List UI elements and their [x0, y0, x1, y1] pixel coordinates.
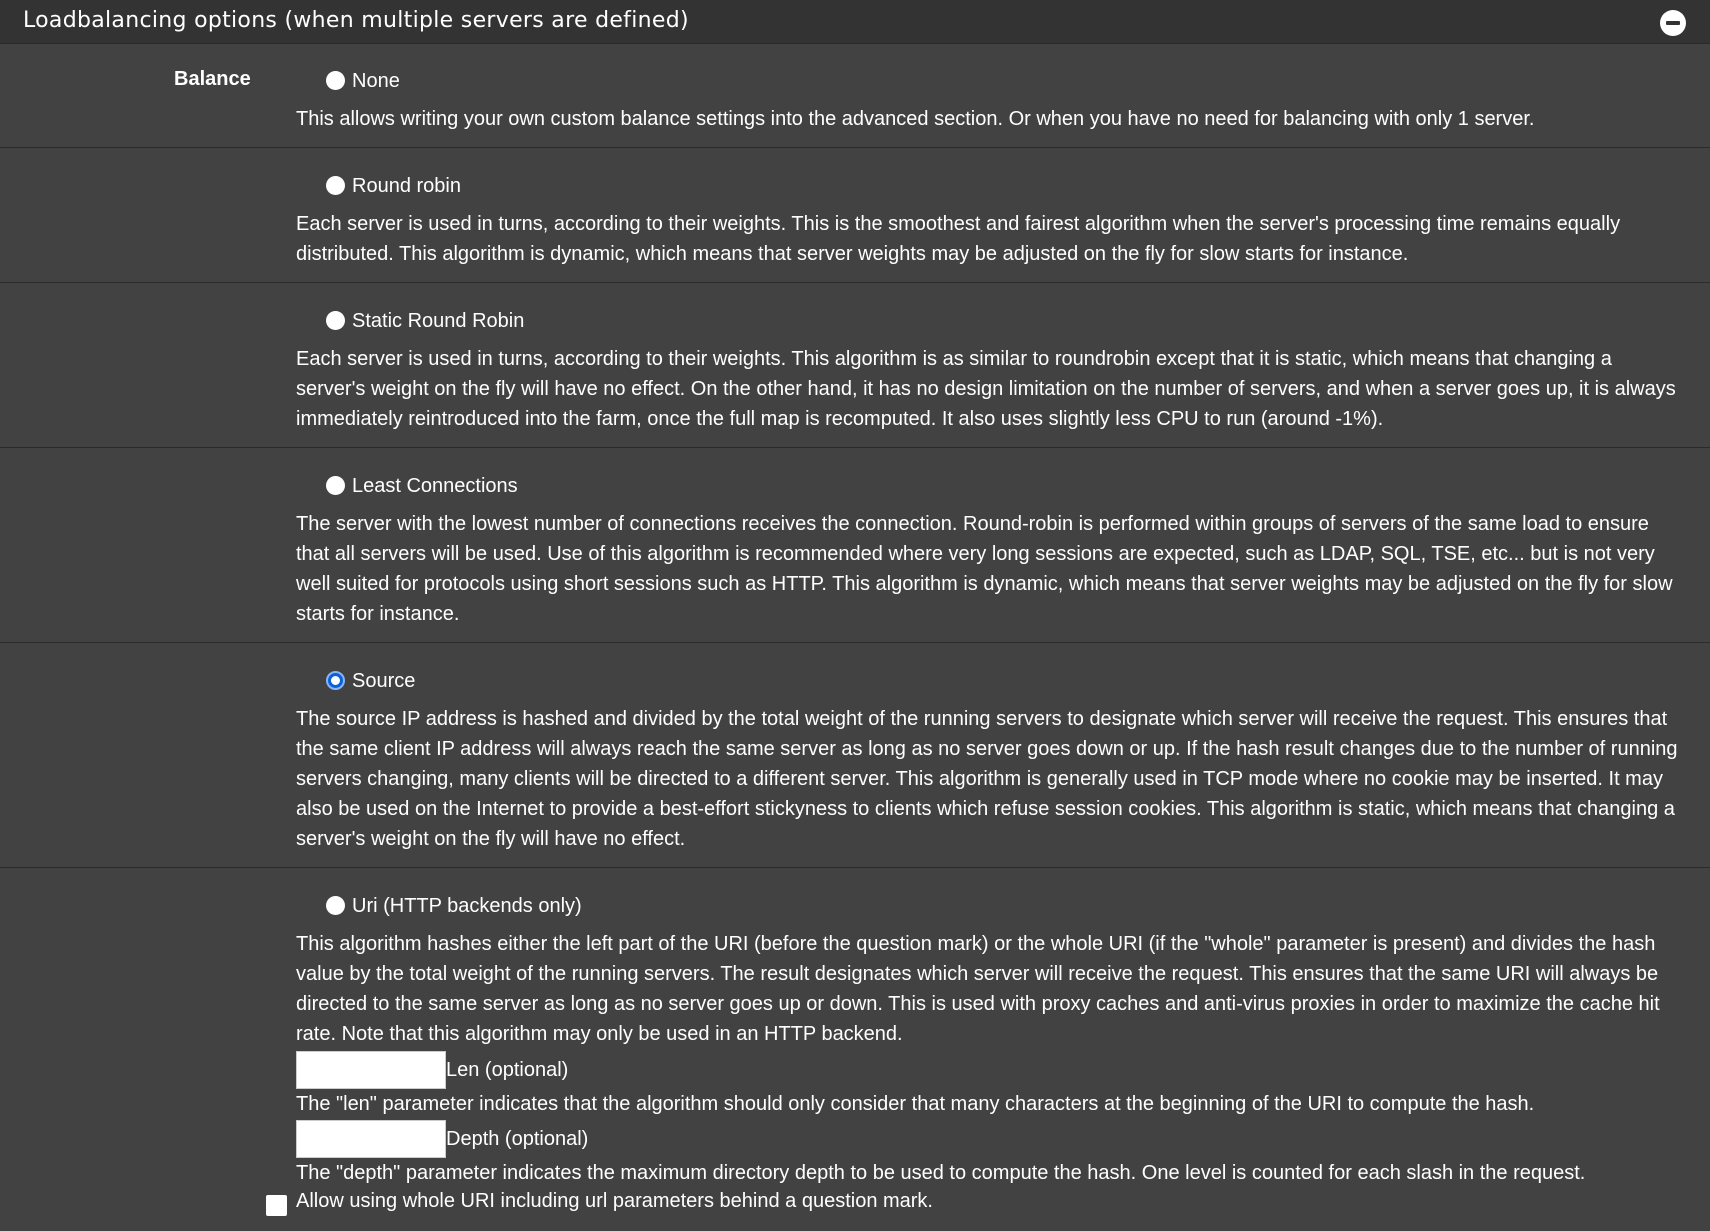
option-divider — [0, 642, 1710, 643]
minus-circle-icon[interactable] — [1660, 10, 1686, 36]
radio-source[interactable] — [326, 671, 345, 690]
option-divider — [0, 282, 1710, 283]
option-label-least-connections: Least Connections — [352, 475, 518, 497]
uri-depth-label: Depth (optional) — [446, 1128, 589, 1150]
option-description-none: This allows writing your own custom balance settings into the advanced section. Or when you have no need for balancing with only 1 server. — [296, 108, 1535, 130]
balance-label: Balance — [174, 68, 251, 90]
uri-len-label: Len (optional) — [446, 1059, 569, 1081]
option-label-uri: Uri (HTTP backends only) — [352, 895, 582, 917]
radio-round-robin[interactable] — [326, 176, 345, 195]
radio-static-round-robin[interactable] — [326, 311, 345, 330]
uri-len-input[interactable] — [296, 1051, 446, 1089]
panel-header — [0, 0, 1710, 44]
radio-uri[interactable] — [326, 896, 345, 915]
option-label-static-round-robin: Static Round Robin — [352, 310, 525, 332]
option-description-least-connections: The server with the lowest number of connections receives the connection. Round-robin is performed within groups of servers of the same load to ensure that all servers will be used. Use of this algorithm is recommended where very long sessions are expected, such as LDAP, SQL, TSE, etc... but is not very well suited for protocols using short sessions such as HTTP. This algorithm is dynamic, which means that server weights may be adjusted on the fly for slow starts for instance. — [296, 513, 1673, 625]
option-label-source: Source — [352, 670, 416, 692]
option-description-static-round-robin: Each server is used in turns, according to their weights. This algorithm is as similar to roundrobin except that it is static, which means that changing a server's weight on the fly will have no effect. On the other hand, it has no design limitation on the number of servers, and when a server goes up, it is always immediately reintroduced into the farm, once the full map is recomputed. It also uses slightly less CPU to run (around -1%). — [296, 348, 1676, 430]
uri-len-help: The "len" parameter indicates that the algorithm should only consider that many characters at the beginning of the URI to compute the hash. — [296, 1093, 1535, 1115]
radio-none[interactable] — [326, 71, 345, 90]
uri-whole-label: Allow using whole URI including url parameters behind a question mark. — [296, 1190, 933, 1212]
option-description-round-robin: Each server is used in turns, according to their weights. This is the smoothest and fairest algorithm when the server's processing time remains equally distributed. This algorithm is dynamic, which means that server weights may be adjusted on the fly for slow starts for instance. — [296, 213, 1621, 265]
option-divider — [0, 147, 1710, 148]
option-description-uri: This algorithm hashes either the left part of the URI (before the question mark) or the whole URI (if the "whole" parameter is present) and divides the hash value by the total weight of the running servers. The result designates which server will receive the request. This ensures that the same URI will always be directed to the same server as long as no server goes up or down. This is used with proxy caches and anti-virus proxies in order to maximize the cache hit rate. Note that this algorithm may only be used in an HTTP backend. — [296, 933, 1660, 1045]
radio-least-connections[interactable] — [326, 476, 345, 495]
option-divider — [0, 867, 1710, 868]
option-description-source: The source IP address is hashed and divided by the total weight of the running servers to designate which server will receive the request. This ensures that the same client IP address will always reach the same server as long as no server goes down or up. If the hash result changes due to the number of running servers changing, many clients will be directed to a different server. This algorithm is generally used in TCP mode where no cookie may be inserted. It may also be used on the Internet to provide a best-effort stickyness to clients which refuse session cookies. This algorithm is static, which means that changing a server's weight on the fly will have no effect. — [296, 708, 1678, 850]
option-divider — [0, 447, 1710, 448]
uri-depth-input[interactable] — [296, 1120, 446, 1158]
uri-depth-help: The "depth" parameter indicates the maximum directory depth to be used to compute the hash. One level is counted for each slash in the request. — [296, 1162, 1586, 1184]
option-label-none: None — [352, 70, 400, 92]
panel-title: Loadbalancing options (when multiple servers are defined) — [23, 8, 689, 33]
option-label-round-robin: Round robin — [352, 175, 461, 197]
uri-whole-checkbox[interactable] — [266, 1195, 287, 1216]
